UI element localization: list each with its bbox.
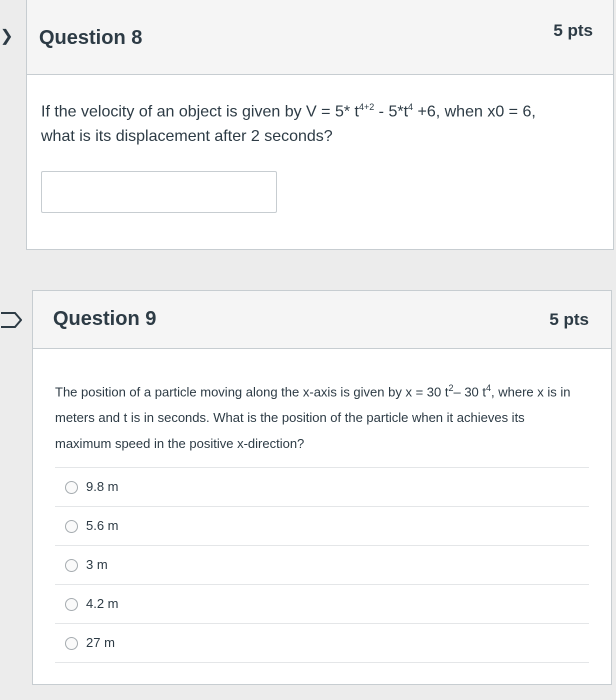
radio-button[interactable] — [65, 559, 78, 572]
chevron-right-icon[interactable]: ❯ — [0, 28, 14, 45]
answer-option[interactable]: 27 m — [55, 624, 589, 663]
question-body — [33, 349, 611, 663]
answer-option[interactable]: 9.8 m — [55, 468, 589, 507]
question-8-card — [26, 0, 614, 250]
answer-option[interactable]: 4.2 m — [55, 585, 589, 624]
answer-option[interactable]: 5.6 m — [55, 507, 589, 546]
question-title: Question 8 — [39, 27, 143, 49]
question-9-card — [32, 290, 612, 685]
question-text: If the velocity of an object is given by V = 5* $t^{4+2} - 5*t^4 +6$, when x0 = 6, what is its displacement after 2 seconds? — [41, 102, 536, 146]
question-title: Question 9 — [53, 308, 157, 330]
question-points: 5 pts — [553, 21, 593, 40]
question-points: 5 pts — [549, 309, 589, 329]
question-header — [27, 0, 613, 75]
answer-options — [55, 467, 589, 663]
question-header — [33, 291, 611, 349]
question-body — [27, 75, 613, 233]
flag-icon[interactable] — [0, 312, 22, 328]
answer-option[interactable]: 3 m — [55, 546, 589, 585]
answer-input[interactable] — [41, 171, 277, 213]
radio-button[interactable] — [65, 598, 78, 611]
radio-button[interactable] — [65, 520, 78, 533]
radio-button[interactable] — [65, 637, 78, 650]
question-text: The position of a particle moving along the x-axis is given by x = 30 $t^2-$ 30 $t^4$, where x is in meters and t is in seconds. What is the position of the particle when it achieves its maximum speed in the positive x-direction? — [55, 383, 571, 452]
radio-button[interactable] — [65, 481, 78, 494]
